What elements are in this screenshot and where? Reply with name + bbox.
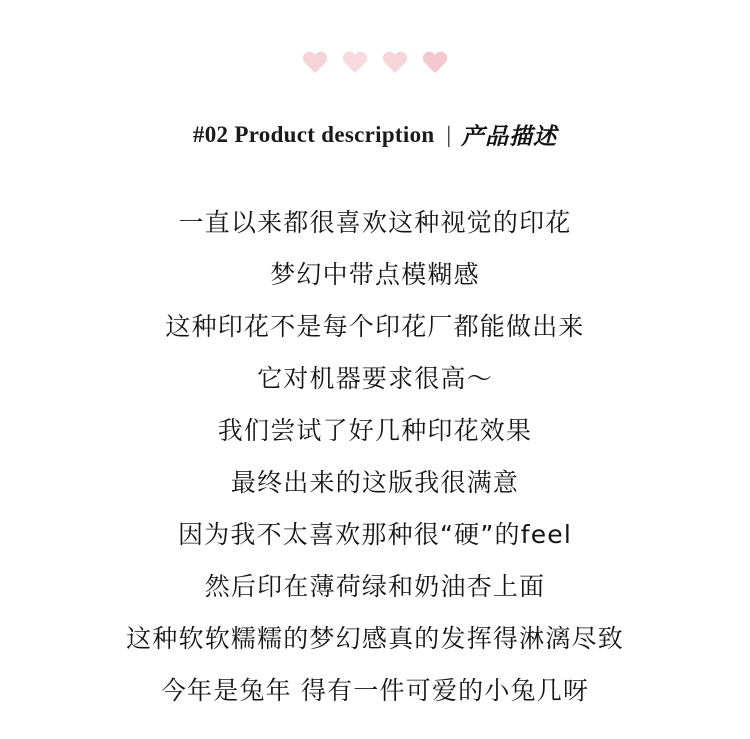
description-line: 一直以来都很喜欢这种视觉的印花 [178,208,572,237]
section-label-en: #02 Product description [192,121,435,147]
description-line: 因为我不太喜欢那种很“硬”的feel [177,520,572,549]
heart-icon [342,52,368,76]
heart-decoration-row [0,0,750,84]
heart-icon [382,52,408,76]
title-separator: | [446,121,452,147]
description-line: 梦幻中带点模糊感 [270,260,480,289]
heart-icon [422,52,448,76]
description-line: 今年是兔年 得有一件可爱的小兔几呀 [160,676,590,705]
description-body [0,197,750,717]
description-line: 它对机器要求很高～ [257,364,493,393]
section-label-cn: 产品描述 [461,124,558,150]
description-line: 最终出来的这版我很满意 [230,468,520,497]
description-line: 这种印花不是每个印花厂都能做出来 [165,312,585,341]
description-line: 这种软软糯糯的梦幻感真的发挥得淋漓尽致 [126,624,624,653]
heart-icon [302,52,328,76]
description-line: 然后印在薄荷绿和奶油杏上面 [204,572,546,601]
description-line: 我们尝试了好几种印花效果 [217,416,533,445]
section-heading [0,118,750,151]
